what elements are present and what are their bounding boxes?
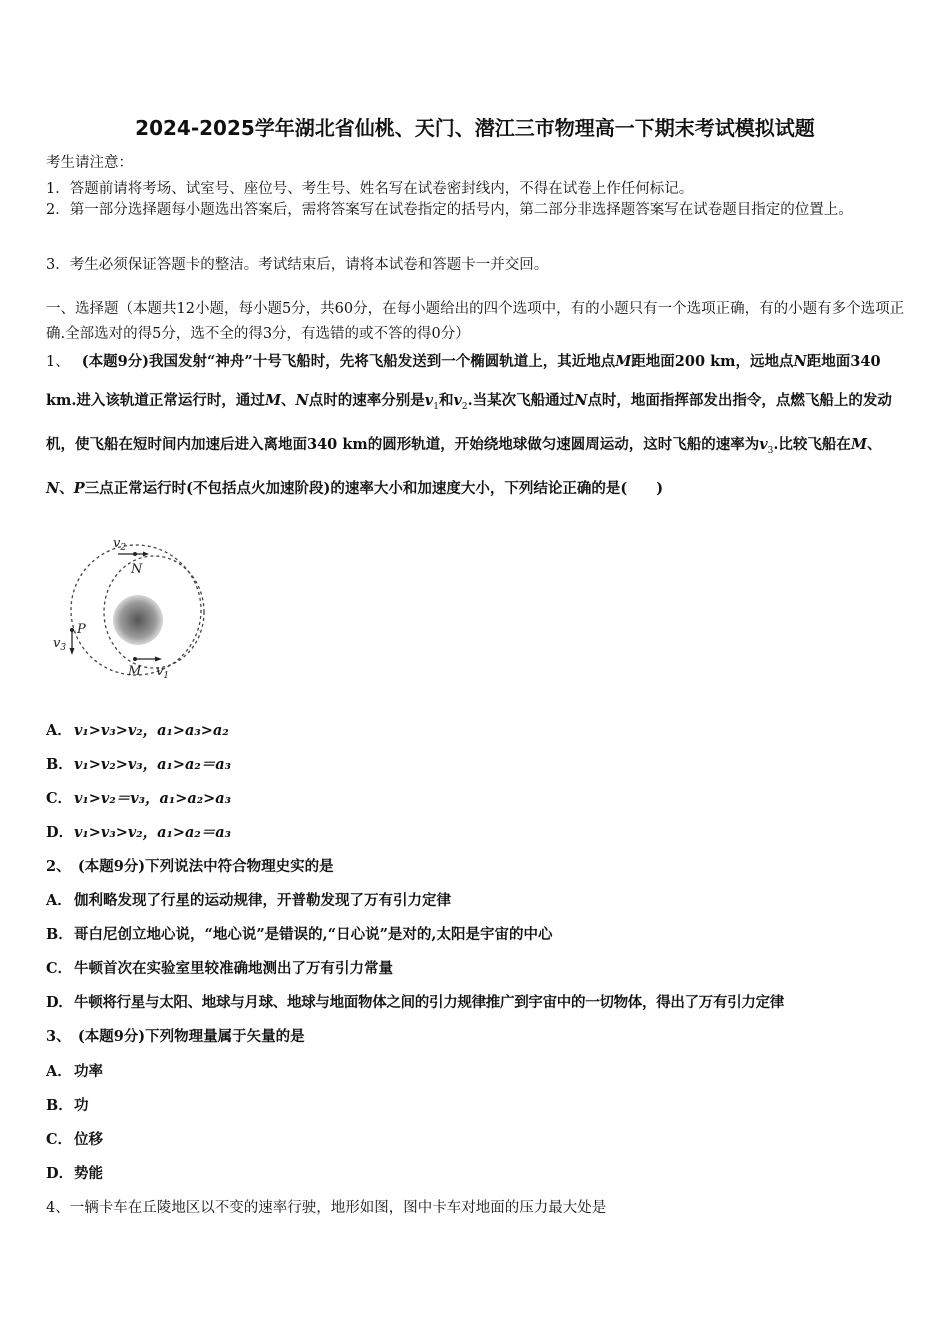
orbit-diagram xyxy=(50,532,215,682)
q1-text: 三点正常运行时(不包括点火加速阶段)的速率大小和加速度大小，下列结论正确的是( ) xyxy=(84,480,664,498)
page-title: 2024-2025学年湖北省仙桃、天门、潜江三市物理高一下期末考试模拟试题 xyxy=(135,116,815,140)
v2-arrowhead xyxy=(143,552,149,557)
v1-arrowhead xyxy=(155,657,162,662)
q1-text: 和 xyxy=(438,391,454,409)
var-M: M xyxy=(264,391,281,409)
var-N: N xyxy=(46,480,60,498)
label-M: M xyxy=(128,664,142,679)
option-label: D． xyxy=(46,994,73,1011)
question-3-stem: 3、 (本题9分)下列物理量属于矢量的是 xyxy=(46,1028,305,1045)
option-text: 牛顿将行星与太阳、地球与月球、地球与地面物体之间的引力规律推广到宇宙中的一切物体，得出了万有引力定律 xyxy=(74,994,784,1011)
v3-arrowhead xyxy=(70,648,75,655)
earth-icon xyxy=(113,595,163,645)
q3-option-d xyxy=(46,1162,103,1183)
q1-text: .当某次飞船通过 xyxy=(467,391,575,409)
question-4-stem: 4、一辆卡车在丘陵地区以不变的速率行驶，地形如图，图中卡车对地面的压力最大处是 xyxy=(46,1200,607,1216)
q3-option-a xyxy=(46,1060,103,1081)
option-label: B． xyxy=(46,1097,73,1114)
option-label: A． xyxy=(46,1063,72,1080)
option-text: v₁>v₂＝v₃，a₁>a₂>a₃ xyxy=(74,790,232,807)
notice-item-3: 3．考生必须保证答题卡的整洁。考试结束后，请将本试卷和答题卡一并交回。 xyxy=(46,257,549,273)
option-text: 势能 xyxy=(74,1165,103,1182)
option-text: 功 xyxy=(74,1097,89,1114)
label-N: N xyxy=(131,562,143,577)
sub-3: 3 xyxy=(767,445,774,456)
sub-1: 1 xyxy=(433,401,439,412)
section-heading: 一、选择题（本题共12小题，每小题5分，共60分，在每小题给出的四个选项中，有的小题只有一个选项正确，有的小题有多个选项正确.全部选对的得5分，选不全的得3分，有选错的或不答的得0分） xyxy=(46,301,905,342)
q1-option-d xyxy=(46,821,231,842)
option-label: A． xyxy=(46,722,72,739)
var-N: N xyxy=(574,391,588,409)
label-v2: $v_2$ xyxy=(113,536,127,553)
q2-option-b xyxy=(46,923,552,944)
q2-option-d xyxy=(46,991,784,1012)
var-M: M xyxy=(850,435,867,453)
q1-text: 点时的速率分别是 xyxy=(308,391,425,409)
notice-heading: 考生请注意： xyxy=(46,155,133,171)
var-M: M xyxy=(615,353,632,370)
option-text: 功率 xyxy=(74,1063,103,1080)
option-text: 哥白尼创立地心说，“地心说”是错误的,“日心说”是对的,太阳是宇宙的中心 xyxy=(74,926,553,943)
var-v1: v xyxy=(424,391,434,409)
option-text: v₁>v₃>v₂，a₁>a₂＝a₃ xyxy=(74,824,232,841)
option-label: B． xyxy=(46,926,73,943)
option-label: D． xyxy=(46,1165,74,1182)
q3-option-c xyxy=(46,1128,103,1149)
q1-num: 1、 xyxy=(46,354,70,370)
option-label: C． xyxy=(46,790,73,807)
q1-text: 、 xyxy=(281,391,296,409)
var-P: P xyxy=(73,480,85,498)
q1-text: 、 xyxy=(867,435,882,453)
sub-2: 2 xyxy=(461,401,468,412)
q1-option-b xyxy=(46,753,231,774)
option-text: v₁>v₃>v₂，a₁>a₃>a₂ xyxy=(74,722,229,739)
question-2-stem: 2、 (本题9分)下列说法中符合物理史实的是 xyxy=(46,858,334,875)
option-label: C． xyxy=(46,960,73,977)
option-text: 牛顿首次在实验室里较准确地测出了万有引力常量 xyxy=(74,960,393,977)
q1-text: 点时，地面指挥部发出指令，点燃飞船上的发动机，使飞船在短时间内加速后进入离地面340 km的圆形轨道，开始绕地球做匀速圆周运动，这时飞船的速率为 xyxy=(46,391,892,453)
notice-item-2: 2．第一部分选择题每小题选出答案后，需将答案写在试卷指定的括号内，第二部分非选择题答案写在试卷题目指定的位置上。 xyxy=(46,202,853,218)
q1-option-a xyxy=(46,719,229,740)
q2-option-c xyxy=(46,957,393,978)
q1-points: (本题9分) xyxy=(81,353,150,370)
q1-text: 距地面200 km，远地点 xyxy=(631,353,794,370)
q3-option-b xyxy=(46,1094,89,1115)
option-label: B． xyxy=(46,756,73,773)
option-label: C． xyxy=(46,1131,73,1148)
q1-text: 、 xyxy=(59,480,74,498)
option-text: 伽利略发现了行星的运动规律，开普勒发现了万有引力定律 xyxy=(74,892,451,909)
var-N: N xyxy=(793,353,807,370)
option-label: A． xyxy=(46,892,72,909)
q1-option-c xyxy=(46,787,231,808)
var-v3: v xyxy=(759,435,768,453)
option-label: D． xyxy=(46,824,74,841)
var-v2: v xyxy=(453,391,462,409)
q1-text: .比较飞船在 xyxy=(773,435,851,453)
label-P: P xyxy=(77,622,86,637)
option-text: v₁>v₂>v₃，a₁>a₂＝a₃ xyxy=(74,756,232,773)
label-v1: $v_1$ xyxy=(156,664,170,681)
option-text: 位移 xyxy=(74,1131,103,1148)
question-1-stem xyxy=(46,343,906,509)
q1-text: 距地面340 km.进入该轨道正常运行时，通过 xyxy=(46,353,881,409)
q1-text: 我国发射“神舟”十号飞船时，先将飞船发送到一个椭圆轨道上，其近地点 xyxy=(149,353,616,370)
q2-option-a xyxy=(46,889,451,910)
label-v3: $v_3$ xyxy=(53,636,67,653)
var-N: N xyxy=(295,391,309,409)
notice-item-1: 1．答题前请将考场、试室号、座位号、考生号、姓名写在试卷密封线内，不得在试卷上作任何标记。 xyxy=(46,181,694,197)
